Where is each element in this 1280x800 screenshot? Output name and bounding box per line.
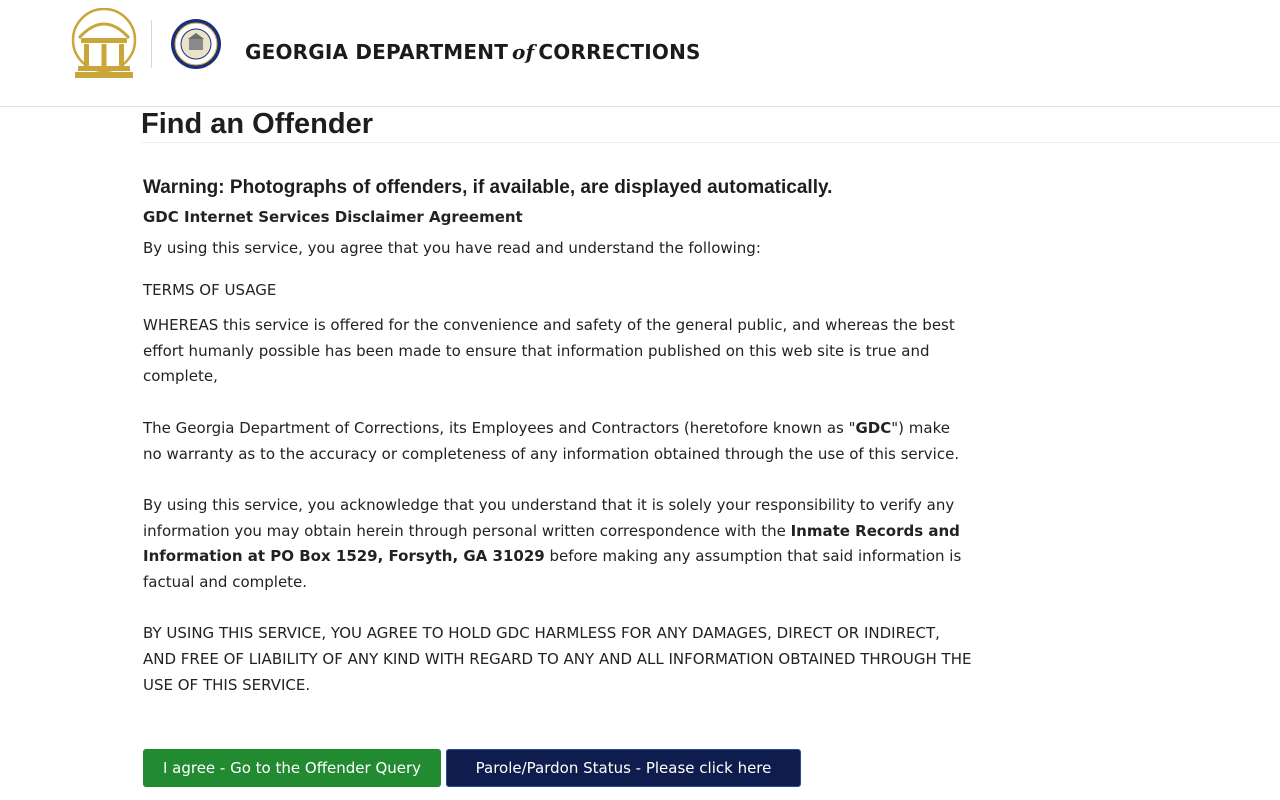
terms-paragraph-2 — [143, 416, 973, 467]
gdc-seal-icon[interactable] — [170, 18, 222, 70]
para2-text-before: The Georgia Department of Corrections, its Employees and Contractors (heretofore known as " — [143, 418, 856, 437]
para3-text-after: before making any assumption that said information is factual and complete. — [143, 547, 962, 591]
records-address: Inmate Records and Information at PO Box 1529, Forsyth, GA 31029 — [143, 521, 960, 566]
terms-paragraph-3 — [143, 493, 973, 596]
site-title-of: of — [512, 40, 535, 64]
terms-paragraphs — [143, 313, 973, 699]
intro-text: By using this service, you agree that you have read and understand the following: — [143, 239, 761, 257]
para3-text-before: By using this service, you acknowledge that you understand that it is solely your responsibility to verify any information you may obtain herein through personal written correspondence with the — [143, 495, 955, 540]
terms-paragraph-4: BY USING THIS SERVICE, YOU AGREE TO HOLD GDC HARMLESS FOR ANY DAMAGES, DIRECT OR INDIRECT, AND FREE OF LIABILITY OF ANY KIND WITH REGARD TO ANY AND ALL INFORMATION OBTAINED THROUGH THE USE OF THIS SERVICE. — [143, 624, 972, 694]
disclaimer-content — [143, 174, 973, 699]
terms-paragraph-1: WHEREAS this service is offered for the convenience and safety of the general public, and whereas the best effort humanly possible has been made to ensure that information published on this web site is true and complete, — [143, 316, 955, 386]
georgia-arch-seal-icon[interactable] — [71, 8, 137, 80]
site-header — [0, 0, 1280, 107]
page-title-row — [141, 107, 1280, 143]
gdc-abbrev: GDC — [855, 418, 892, 437]
terms-heading: TERMS OF USAGE — [143, 281, 277, 299]
site-title-part2: CORRECTIONS — [538, 40, 701, 64]
parole-pardon-status-button[interactable]: Parole/Pardon Status - Please click here — [446, 749, 801, 787]
site-title[interactable] — [245, 40, 701, 64]
action-buttons — [143, 749, 801, 787]
agree-offender-query-button[interactable]: I agree - Go to the Offender Query — [143, 749, 441, 787]
disclaimer-heading: GDC Internet Services Disclaimer Agreement — [143, 208, 523, 226]
site-title-part1: GEORGIA DEPARTMENT — [245, 40, 509, 64]
photo-warning: Warning: Photographs of offenders, if available, are displayed automatically. — [143, 177, 833, 198]
logo-group — [71, 8, 222, 80]
para2-text-after: ") make no warranty as to the accuracy or completeness of any information obtained through the use of this service. — [143, 418, 960, 463]
logo-divider — [151, 20, 152, 68]
page-title: Find an Offender — [141, 108, 373, 140]
